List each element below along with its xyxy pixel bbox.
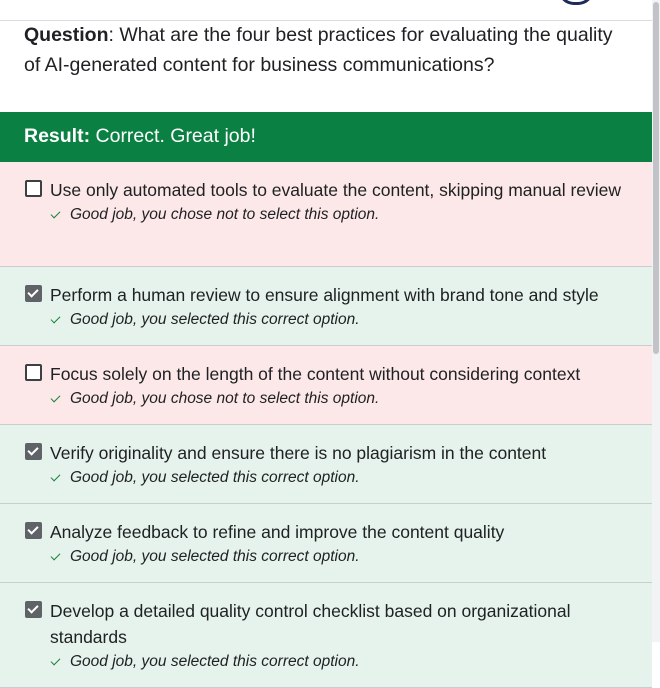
checkmark-icon <box>50 472 62 484</box>
option-3 <box>0 425 652 504</box>
option-text: Perform a human review to ensure alignment with brand tone and style <box>50 285 599 305</box>
option-feedback <box>50 309 632 331</box>
option-feedback <box>50 204 632 226</box>
checkbox-icon[interactable] <box>25 364 42 381</box>
checkmark-icon <box>50 209 62 221</box>
option-text: Verify originality and ensure there is no plagiarism in the content <box>50 443 547 463</box>
checkbox-icon[interactable] <box>25 180 42 197</box>
feedback-text: Good job, you chose not to select this option. <box>70 206 380 223</box>
option-feedback <box>50 651 632 673</box>
checkbox-checked-icon[interactable] <box>25 601 42 618</box>
scrollbar[interactable] <box>652 0 660 642</box>
feedback-text: Good job, you selected this correct option. <box>70 469 360 486</box>
question-label: Question <box>24 24 109 46</box>
option-text: Develop a detailed quality control checklist based on organizational standards <box>50 601 571 647</box>
feedback-text: Good job, you selected this correct option. <box>70 653 360 670</box>
avatar[interactable] <box>558 0 594 5</box>
question-text: : What are the four best practices for evaluating the quality of AI-generated content for business communications? <box>24 24 613 76</box>
checkmark-icon <box>50 314 62 326</box>
option-feedback <box>50 388 632 410</box>
checkmark-icon <box>50 393 62 405</box>
result-banner <box>0 112 652 162</box>
option-text: Use only automated tools to evaluate the content, skipping manual review <box>50 180 622 200</box>
option-feedback <box>50 546 632 568</box>
question <box>24 20 634 80</box>
checkbox-checked-icon[interactable] <box>25 522 42 539</box>
checkbox-checked-icon[interactable] <box>25 443 42 460</box>
option-1 <box>0 267 652 346</box>
feedback-text: Good job, you chose not to select this option. <box>70 390 380 407</box>
result-text: Correct. Great job! <box>90 125 256 147</box>
option-text: Focus solely on the length of the content without considering context <box>50 364 581 384</box>
feedback-text: Good job, you selected this correct option. <box>70 311 360 328</box>
option-text: Analyze feedback to refine and improve the content quality <box>50 522 505 542</box>
feedback-text: Good job, you selected this correct option. <box>70 548 360 565</box>
option-feedback <box>50 467 632 489</box>
option-2 <box>0 346 652 425</box>
result-label: Result: <box>24 125 91 147</box>
checkmark-icon <box>50 656 62 668</box>
option-5 <box>0 583 652 688</box>
checkmark-icon <box>50 551 62 563</box>
option-0 <box>0 162 652 267</box>
answer-options <box>0 162 652 688</box>
scrollbar-thumb[interactable] <box>653 2 659 354</box>
checkbox-checked-icon[interactable] <box>25 285 42 302</box>
option-4 <box>0 504 652 583</box>
